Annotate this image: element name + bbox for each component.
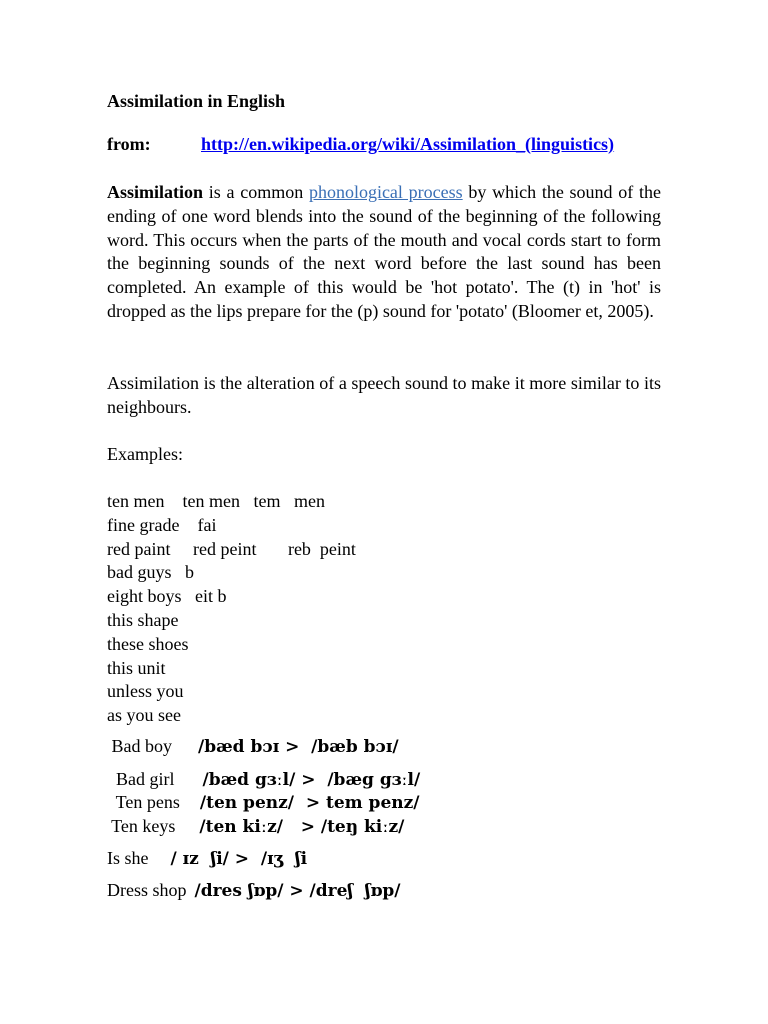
ipa-word: Ten keys bbox=[107, 816, 176, 836]
ipa-word: Is she bbox=[107, 848, 149, 868]
ipa-example-row bbox=[107, 848, 307, 869]
alteration-paragraph: Assimilation is the alteration of a speech sound to make it more similar to its neighbours. bbox=[107, 373, 661, 417]
example-item: ten men ten men tem men bbox=[107, 491, 325, 511]
example-item: these shoes bbox=[107, 633, 189, 654]
ipa-transcription: /bæd bɔɪ > /bæb bɔɪ/ bbox=[198, 737, 399, 757]
source-link[interactable]: http://en.wikipedia.org/wiki/Assimilation_(linguistics) bbox=[201, 134, 615, 154]
ipa-transcription: /dres ʃɒp/ > /dreʃ ʃɒp/ bbox=[194, 881, 401, 901]
ipa-transcription: /ten kiːz/ > /teŋ kiːz/ bbox=[199, 817, 405, 837]
ipa-transcription: /bæd gɜːl/ > /bæg gɜːl/ bbox=[202, 770, 421, 790]
examples-list bbox=[107, 490, 356, 728]
example-item: unless you bbox=[107, 681, 184, 702]
ipa-word: Bad girl bbox=[107, 769, 175, 789]
document-title: Assimilation in English bbox=[107, 91, 286, 111]
source-label: from: bbox=[107, 134, 151, 154]
ipa-transcription: / ɪz ʃi/ > /ɪʒ ʃi bbox=[170, 849, 308, 869]
ipa-example-row bbox=[107, 816, 404, 837]
definition-text-a: is a common bbox=[203, 182, 309, 202]
ipa-example-row bbox=[107, 769, 420, 790]
ipa-example-row bbox=[107, 792, 420, 813]
ipa-word: Bad boy bbox=[107, 736, 172, 756]
example-item: fine grade fai bbox=[107, 514, 217, 535]
definition-term: Assimilation bbox=[107, 182, 204, 202]
ipa-example-row bbox=[107, 736, 399, 757]
example-item: this unit bbox=[107, 657, 166, 678]
example-item: this shape bbox=[107, 609, 179, 630]
ipa-example-row bbox=[107, 880, 401, 901]
example-item: eight boys eit b bbox=[107, 586, 227, 607]
examples-label: Examples: bbox=[107, 444, 183, 464]
ipa-transcription: /ten penz/ > tem penz/ bbox=[199, 793, 420, 813]
ipa-word: Dress shop bbox=[107, 880, 187, 900]
example-item: as you see bbox=[107, 705, 181, 726]
source-line bbox=[107, 134, 667, 155]
phonological-process-link[interactable]: phonological process bbox=[308, 182, 463, 202]
definition-text-b: by which the sound of the ending of one word blends into the sound of the beginning of the following word. This occurs when the parts of the mouth and vocal cords start to form the beginning sounds of the next word before the last sound has been completed. An example of this would be 'hot potato'. The (t) in 'hot' is dropped as the lips prepare for the (p) sound for 'potato' (Bloomer et, 2005). bbox=[107, 182, 661, 321]
definition-paragraph bbox=[107, 181, 661, 324]
example-item: bad guys b bbox=[107, 562, 194, 583]
example-item: red paint red peint reb peint bbox=[107, 538, 356, 559]
ipa-word: Ten pens bbox=[107, 792, 180, 812]
